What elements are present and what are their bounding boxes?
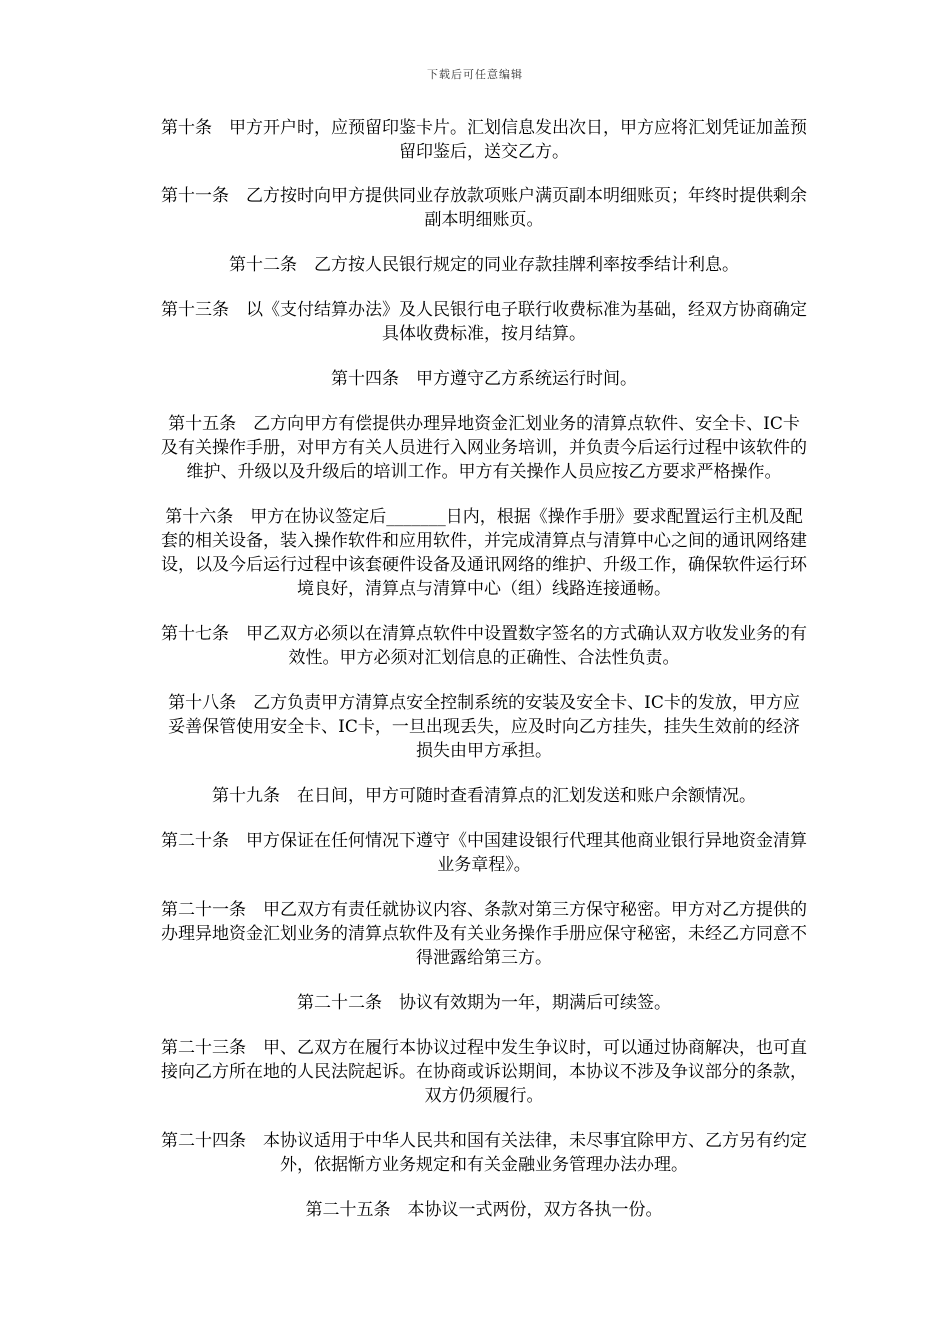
article-11: 第十一条 乙方按时向甲方提供同业存放款项账户满页副本明细账页；年终时提供剩余副本明细账页。 bbox=[161, 186, 807, 230]
article-10: 第十条 甲方开户时，应预留印鉴卡片。汇划信息发出次日，甲方应将汇划凭证加盖预留印鉴后，送交乙方。 bbox=[161, 118, 807, 162]
article-20: 第二十条 甲方保证在任何情况下遵守《中国建设银行代理其他商业银行异地资金清算业务章程》。 bbox=[161, 831, 807, 875]
article-19: 第十九条 在日间，甲方可随时查看清算点的汇划发送和账户余额情况。 bbox=[212, 786, 756, 806]
page-header-note: 下载后可任意编辑 bbox=[427, 68, 523, 81]
article-23: 第二十三条 甲、乙双方在履行本协议过程中发生争议时，可以通过协商解决，也可直接向乙方所在地的人民法院起诉。在协商或诉讼期间，本协议不涉及争议部分的条款，双方仍须履行。 bbox=[161, 1038, 807, 1106]
article-12: 第十二条 乙方按人民银行规定的同业存款挂牌利率按季结计利息。 bbox=[229, 255, 739, 275]
article-17: 第十七条 甲乙双方必须以在清算点软件中设置数字签名的方式确认双方收发业务的有效性。甲方必须对汇划信息的正确性、合法性负责。 bbox=[161, 624, 807, 668]
article-22: 第二十二条 协议有效期为一年，期满后可续签。 bbox=[297, 993, 671, 1013]
article-24: 第二十四条 本协议适用于中华人民共和国有关法律，未尽事宜除甲方、乙方另有约定外，依据惭方业务规定和有关金融业务管理办法办理。 bbox=[161, 1131, 807, 1175]
article-13: 第十三条 以《支付结算办法》及人民银行电子联行收费标准为基础，经双方协商确定具体收费标准，按月结算。 bbox=[161, 300, 807, 344]
article-16: 第十六条 甲方在协议签定后_______日内，根据《操作手册》要求配置运行主机及配套的相关设备，装入操作软件和应用软件，并完成清算点与清算中心之间的通讯网络建设，以及今后运行过程中该套硬件设备及通讯网络的维护、升级工作，确保软件运行环境良好，清算点与清算中心（组）线路连接通畅。 bbox=[161, 507, 807, 599]
article-18: 第十八条 乙方负责甲方清算点安全控制系统的安装及安全卡、IC卡的发放，甲方应妥善保管使用安全卡、IC卡，一旦出现丢失，应及时向乙方挂失，挂失生效前的经济损失由甲方承担。 bbox=[168, 693, 800, 761]
article-21: 第二十一条 甲乙双方有责任就协议内容、条款对第三方保守秘密。甲方对乙方提供的办理异地资金汇划业务的清算点软件及有关业务操作手册应保守秘密，未经乙方同意不得泄露给第三方。 bbox=[161, 900, 807, 968]
article-25: 第二十五条 本协议一式两份，双方各执一份。 bbox=[305, 1200, 663, 1220]
agreement-body bbox=[160, 116, 808, 1243]
article-14: 第十四条 甲方遵守乙方系统运行时间。 bbox=[331, 369, 637, 389]
article-15: 第十五条 乙方向甲方有偿提供办理异地资金汇划业务的清算点软件、安全卡、IC卡及有关操作手册，对甲方有关人员进行入网业务培训，并负责今后运行过程中该软件的维护、升级以及升级后的培训工作。甲方有关操作人员应按乙方要求严格操作。 bbox=[161, 414, 807, 482]
